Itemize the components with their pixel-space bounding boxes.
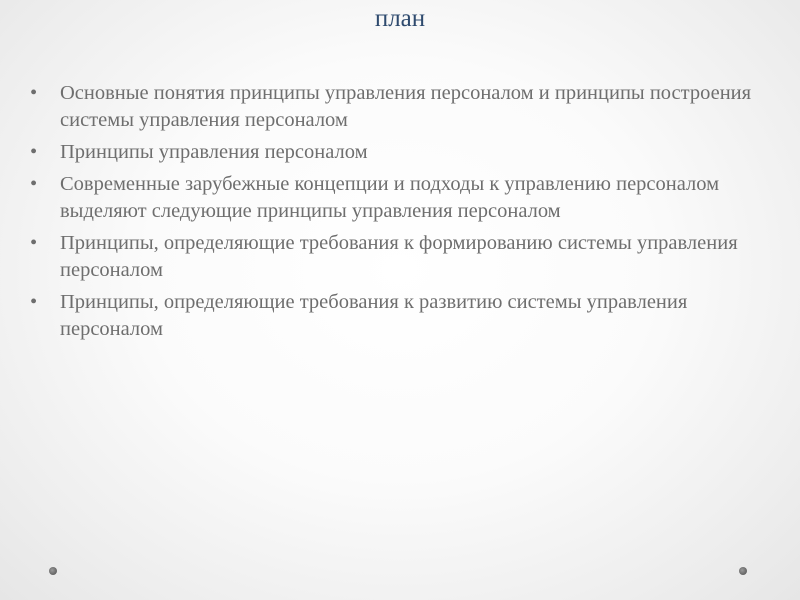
- decorative-dot-icon: [739, 567, 747, 575]
- list-item-text: Принципы, определяющие требования к формированию системы управления персоналом: [60, 232, 738, 281]
- bullet-list: [30, 80, 770, 348]
- list-item-text: Принципы, определяющие требования к развитию системы управления персоналом: [60, 291, 688, 340]
- decorative-dot-icon: [49, 567, 57, 575]
- list-item-text: Основные понятия принципы управления персоналом и принципы построения системы управления персоналом: [60, 82, 752, 131]
- list-item-text: Принципы управления персоналом: [60, 141, 368, 163]
- list-item: [30, 171, 770, 225]
- bullet-icon: •: [30, 232, 38, 254]
- bullet-icon: •: [30, 82, 38, 104]
- bullet-icon: •: [30, 291, 38, 313]
- list-item-text: Современные зарубежные концепции и подходы к управлению персоналом выделяют следующие принципы управления персоналом: [60, 173, 720, 222]
- slide-title: план: [374, 5, 426, 32]
- bullet-icon: •: [30, 141, 38, 163]
- list-item: [30, 80, 770, 134]
- list-item: [30, 230, 770, 284]
- list-item: [30, 289, 770, 343]
- bullet-icon: •: [30, 173, 38, 195]
- list-item: [30, 139, 770, 166]
